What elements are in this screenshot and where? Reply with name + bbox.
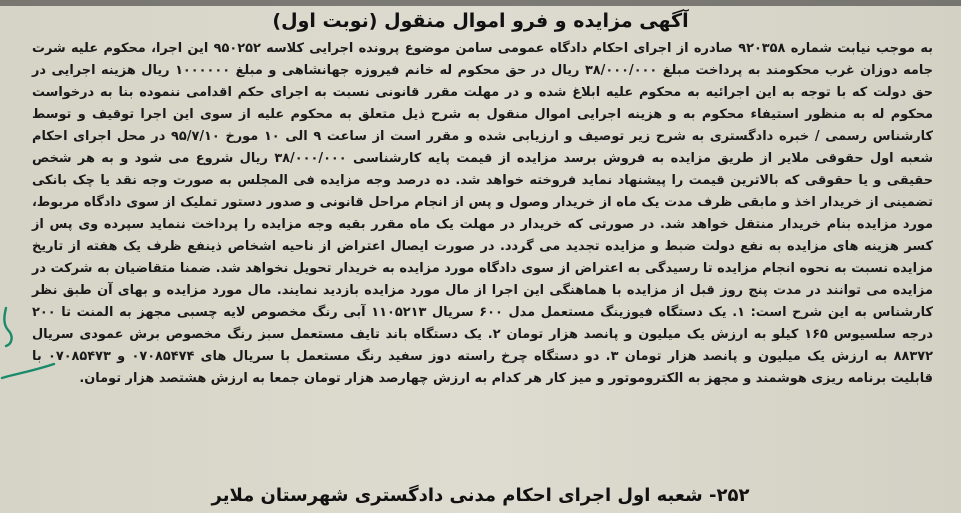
- notice-body-paragraph: به موجب نیابت شماره ۹۲۰۳۵۸ صادره از اجرای احکام دادگاه عمومی سامن موضوع پرونده اجرایی کلاسه ۹۵۰۲۵۲ این اجرا، محکوم علیه شرت جامه دوزان غرب محکومند به پرداخت مبلغ ۳۸/۰۰۰/۰۰۰ ریال در حق محکوم له خانم فیروزه جهانشاهی و مبلغ ۱۰۰۰۰۰۰ ریال هزینه اجرایی در حق دولت که با توجه به این اجرائیه به محکوم علیه ابلاغ شده و در مهلت مقرر قانونی نسبت به اجرای حکم اقدامی ننموده بنا به درخواست محکوم له به منظور استیفاء محکوم به و هزینه اجرایی اموال منقول به شرح ذیل متعلق به محکوم علیه از سوی این اجرا توقیف و توسط کارشناس رسمی / خبره دادگستری به شرح زیر توصیف و ارزیابی شده و مقرر است از ساعت ۹ الی ۱۰ مورخ ۹۵/۷/۱۰ در محل اجرای احکام شعبه اول حقوقی ملایر از طریق مزایده به فروش برسد مزایده از قیمت پایه کارشناسی ۳۸/۰۰۰/۰۰۰ ریال شروع می شود و به هر شخص حقیقی و یا حقوقی که بالاترین قیمت را پیشنهاد نماید فروخته خواهد شد. ده درصد وجه مزایده فی المجلس به صورت وجه نقد یا چک بانکی تضمینی از خریدار اخذ و مابقی ظرف مدت یک ماه از خریدار وصول و پس از انجام مراحل قانونی و صدور دستور تملیک از سوی دادگاه مربوط، مورد مزایده بنام خریدار منتقل خواهد شد. در صورتی که خریدار در مهلت یک ماه مقرر بقیه وجه مزایده را پرداخت ننماید سپرده وی پس از کسر هزینه های مزایده به نفع دولت ضبط و مزایده تجدید می گردد. در صورت ایصال اعتراض از ناحیه اشخاص ذینفع ظرف یک هفته از تاریخ مزایده نسبت به نحوه انجام مزایده تا رسیدگی به اعتراض از سوی دادگاه مورد مزایده به خریدار تحویل نخواهد شد. ضمنا متقاضیان به شرکت در مزایده می توانند در مدت پنج روز قبل از مزایده با هماهنگی این اجرا از مال مورد مزایده بازدید نمایند. مال مورد مزایده و بهای آن طبق نظر کارشناس به این شرح است: ۱. یک دستگاه فیوزینگ مستعمل مدل ۶۰۰ سریال ۱۱۰۵۲۱۳ آبی رنگ مخصوص لایه چسبی مجهز به المنت تا ۲۰۰ درجه سلسیوس ۱۶۵ کیلو به ارزش یک میلیون و پانصد هزار تومان ۲. یک دستگاه باند تایف مستعمل سبز رنگ مخصوص برش عمودی سریال ۸۸۳۷۲ به ارزش یک میلیون و پانصد هزار تومان ۳. دو دستگاه چرخ راسته دوز سفید رنگ مستعمل با سریال های ۰۷۰۸۵۴۷۴ و ۰۷۰۸۵۴۷۳ با قابلیت برنامه ریزی هوشمند و مجهز به الکتروموتور و میز کار هر کدام به ارزش چهارصد هزار تومان جمعا به ارزش هشتصد هزار تومان.: [32, 41, 934, 386]
- pen-mark-icon: [0, 300, 60, 390]
- notice-title: آگهی مزایده و فرو اموال منقول (نوبت اول): [272, 10, 689, 32]
- notice-footer: ۲۵۲- شعبه اول اجرای احکام مدنی دادگستری شهرستان ملایر: [211, 485, 750, 506]
- notice-body: [32, 38, 933, 390]
- clipping-top-edge: [0, 0, 961, 6]
